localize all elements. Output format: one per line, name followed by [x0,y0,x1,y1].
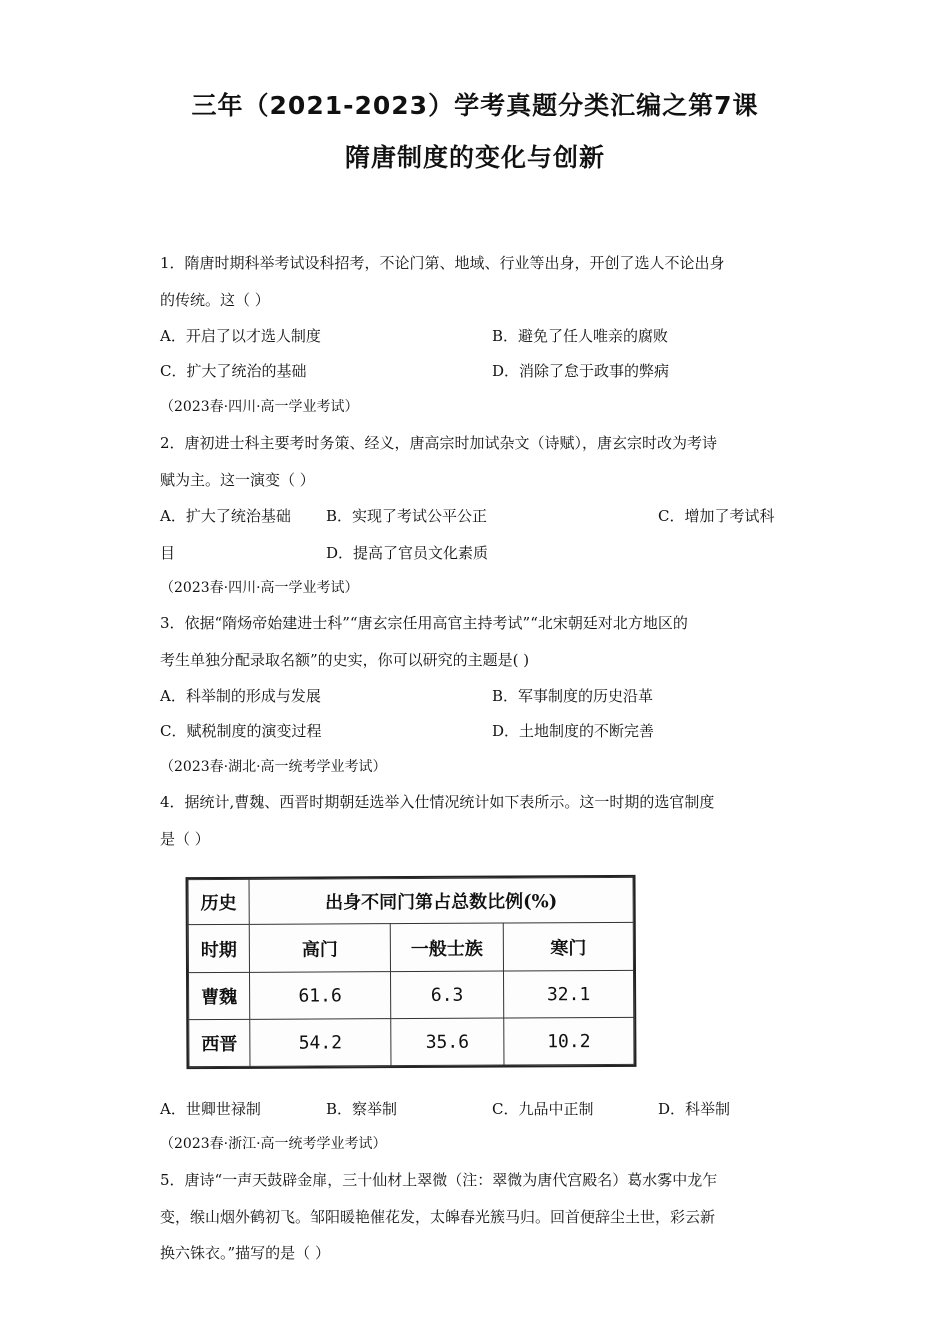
table-col-header-gaomen: 高门 [249,923,390,972]
question-3-stem-line2: 考生单独分配录取名额”的史实，你可以研究的主题是( ) [160,651,530,669]
question-2-stem-line1: 2．唐初进士科主要考时务策、经义，唐高宗时加试杂文（诗赋），唐玄宗时改为考诗 [160,434,718,452]
question-2-option-a[interactable]: A．扩大了统治基础 [160,507,291,525]
table-cell: 10.2 [504,1018,634,1065]
question-4-option-d[interactable]: D．科举制 [658,1100,731,1118]
question-3-source: （2023春·湖北·高一统考学业考试） [160,759,387,775]
question-1-option-b[interactable]: B．避免了任人唯亲的腐败 [492,327,669,345]
question-1-stem-line1: 1．隋唐时期科举考试设科招考，不论门第、地域、行业等出身，开创了选人不论出身 [160,254,725,272]
question-5-stem-line1: 5．唐诗“一声天鼓辟金扉，三十仙材上翠微（注：翠微为唐代宫殿名）葛水雾中龙乍 [160,1171,718,1189]
question-1-option-a[interactable]: A．开启了以才选人制度 [160,327,321,345]
table-period-header-bottom: 时期 [188,924,249,973]
question-4-option-a[interactable]: A．世卿世禄制 [160,1100,261,1118]
question-3-option-b[interactable]: B．军事制度的历史沿革 [492,687,654,705]
question-4-stem-line1: 4．据统计,曹魏、西晋时期朝廷选举入仕情况统计如下表所示。这一时期的选官制度 [160,793,715,811]
question-5-stem-line3: 换六铢衣。”描写的是（ ） [160,1244,330,1262]
question-2-source: （2023春·四川·高一学业考试） [160,580,359,596]
table-col-header-yiban-shizu: 一般士族 [390,923,503,972]
question-2-option-c-continued: 目 [160,544,176,562]
question-5-stem-line2: 变，缑山烟外鹤初飞。邹阳暖艳催花发，太皞春光簇马归。回首便辞尘土世，彩云新 [160,1208,716,1226]
table-cell: 6.3 [391,972,504,1019]
table-row-period: 曹魏 [189,973,250,1020]
question-4-option-c[interactable]: C．九品中正制 [492,1100,594,1118]
question-3-option-d[interactable]: D．土地制度的不断完善 [492,722,655,740]
question-2-stem-line2: 赋为主。这一演变（ ） [160,471,315,489]
question-2-option-b[interactable]: B．实现了考试公平公正 [326,507,488,525]
question-2-option-d[interactable]: D．提高了官员文化素质 [326,544,489,562]
table-group-header: 出身不同门第占总数比例(%) [249,877,633,924]
question-1-source: （2023春·四川·高一学业考试） [160,399,359,415]
question-3-option-c[interactable]: C．赋税制度的演变过程 [160,722,322,740]
question-2-option-c[interactable]: C．增加了考试科 [658,507,775,525]
question-4-stem-line2: 是（ ） [160,830,210,848]
question-1-stem-line2: 的传统。这（ ） [160,291,270,309]
table-col-header-hanmen: 寒门 [503,922,633,971]
table-row [189,971,634,1020]
question-3-stem-line1: 3．依据“隋炀帝始建进士科”“唐玄宗任用高官主持考试”“北宋朝廷对北方地区的 [160,614,688,632]
table-cell: 35.6 [391,1018,504,1065]
table-cell: 61.6 [250,972,391,1019]
document-title-line2: 隋唐制度的变化与创新 [344,143,605,172]
document-title-line1: 三年（2021-2023）学考真题分类汇编之第7课 [191,91,759,120]
table-row [189,1018,634,1067]
table-period-header-top: 历史 [188,879,249,924]
table-cell: 54.2 [250,1019,391,1067]
question-1-option-d[interactable]: D．消除了怠于政事的弊病 [492,362,670,380]
table-cell: 32.1 [503,971,633,1018]
question-1-option-c[interactable]: C．扩大了统治的基础 [160,362,307,380]
question-4-statistics-table [186,875,637,1069]
question-3-option-a[interactable]: A．科举制的形成与发展 [160,687,321,705]
table-row-period: 西晋 [189,1020,250,1067]
question-4-source: （2023春·浙江·高一统考学业考试） [160,1136,387,1152]
question-4-option-b[interactable]: B．察举制 [326,1100,398,1118]
